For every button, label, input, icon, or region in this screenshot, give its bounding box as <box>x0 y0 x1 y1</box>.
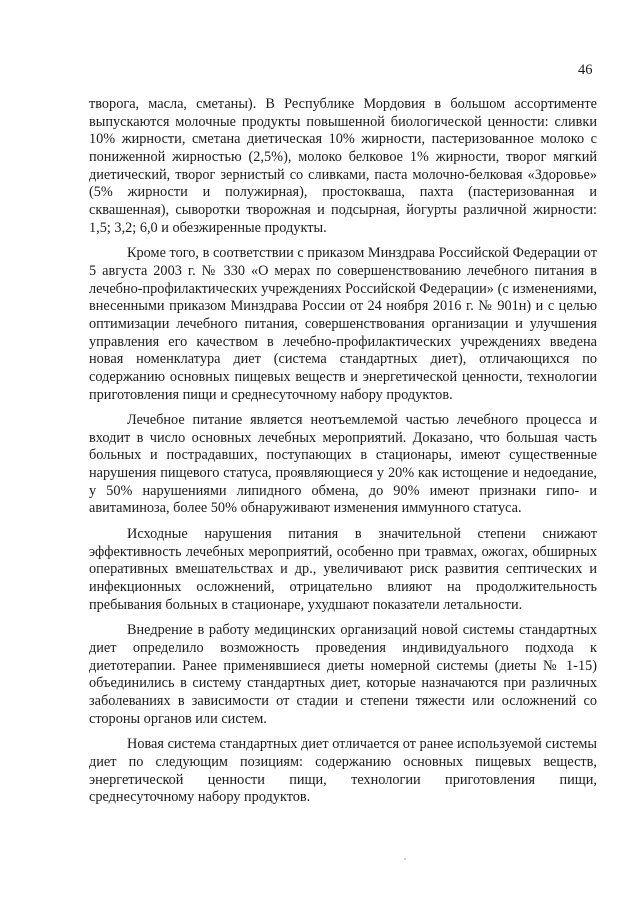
paragraph-2: Кроме того, в соответствии с приказом Минздрава Российской Федерации от 5 августа 2003 г. № 330 «О мерах по совершенствованию лечебного питания в лечебно-профилактических учреждениях Российской Федерации» (с изменениями, внесенными приказом Минздрава России от 24 ноября 2016 г. № 901н) и с целью оптимизации лечебного питания, совершенствования организации и улучшения управления его качеством в лечебно-профилактических учреждениях введена новая номенклатура диет (система стандартных диет), отличающихся по содержанию основных пищевых веществ и энергетической ценности, технологии приготовления пищи и среднесуточному набору продуктов. <box>89 245 597 403</box>
scan-speck <box>404 858 406 860</box>
paragraph-5: Внедрение в работу медицинских организаций новой системы стандартных диет определило возможность проведения индивидуального подхода к диетотерапии. Ранее применявшиеся диеты номерной системы (диеты № 1-15) объединились в систему стандартных диет, которые назначаются при различных заболеваниях в зависимости от стадии и степени тяжести или осложнений со стороны органов или систем. <box>89 622 597 727</box>
paragraph-6: Новая система стандартных диет отличается от ранее используемой системы диет по следующим позициям: содержанию основных пищевых веществ, энергетической ценности пищи, технологии приготовления пищи, среднесуточному набору продуктов. <box>89 736 597 806</box>
paragraph-1: творога, масла, сметаны). В Республике Мордовия в большом ассортименте выпускаются молочные продукты повышенной биологической ценности: сливки 10% жирности, сметана диетическая 10% жирности, пастеризованное молоко с пониженной жирностью (2,5%), молоко белковое 1% жирности, творог мягкий диетический, творог зернистый со сливками, паста молочно-белковая «Здоровье» (5% жирности и полужирная), простокваша, пахта (пастеризованная и сквашенная), сыворотки творожная и подсырная, йогурты различной жирности: 1,5; 3,2; 6,0 и обезжиренные продукты. <box>89 96 597 236</box>
body-text <box>89 96 597 815</box>
page-number: 46 <box>578 62 593 78</box>
paragraph-3: Лечебное питание является неотъемлемой частью лечебного процесса и входит в число основных лечебных мероприятий. Доказано, что большая часть больных и пострадавших, поступающих в стационары, имеют существенные нарушения пищевого статуса, проявляющиеся у 20% как истощение и недоедание, у 50% нарушениями липидного обмена, до 90% имеют признаки гипо- и авитаминоза, более 50% обнаруживают изменения иммунного статуса. <box>89 412 597 517</box>
paragraph-4: Исходные нарушения питания в значительной степени снижают эффективность лечебных мероприятий, особенно при травмах, ожогах, обширных оперативных вмешательствах и др., увеличивают риск развития септических и инфекционных осложнений, отрицательно влияют на продолжительность пребывания больных в стационаре, ухудшают показатели летальности. <box>89 526 597 613</box>
